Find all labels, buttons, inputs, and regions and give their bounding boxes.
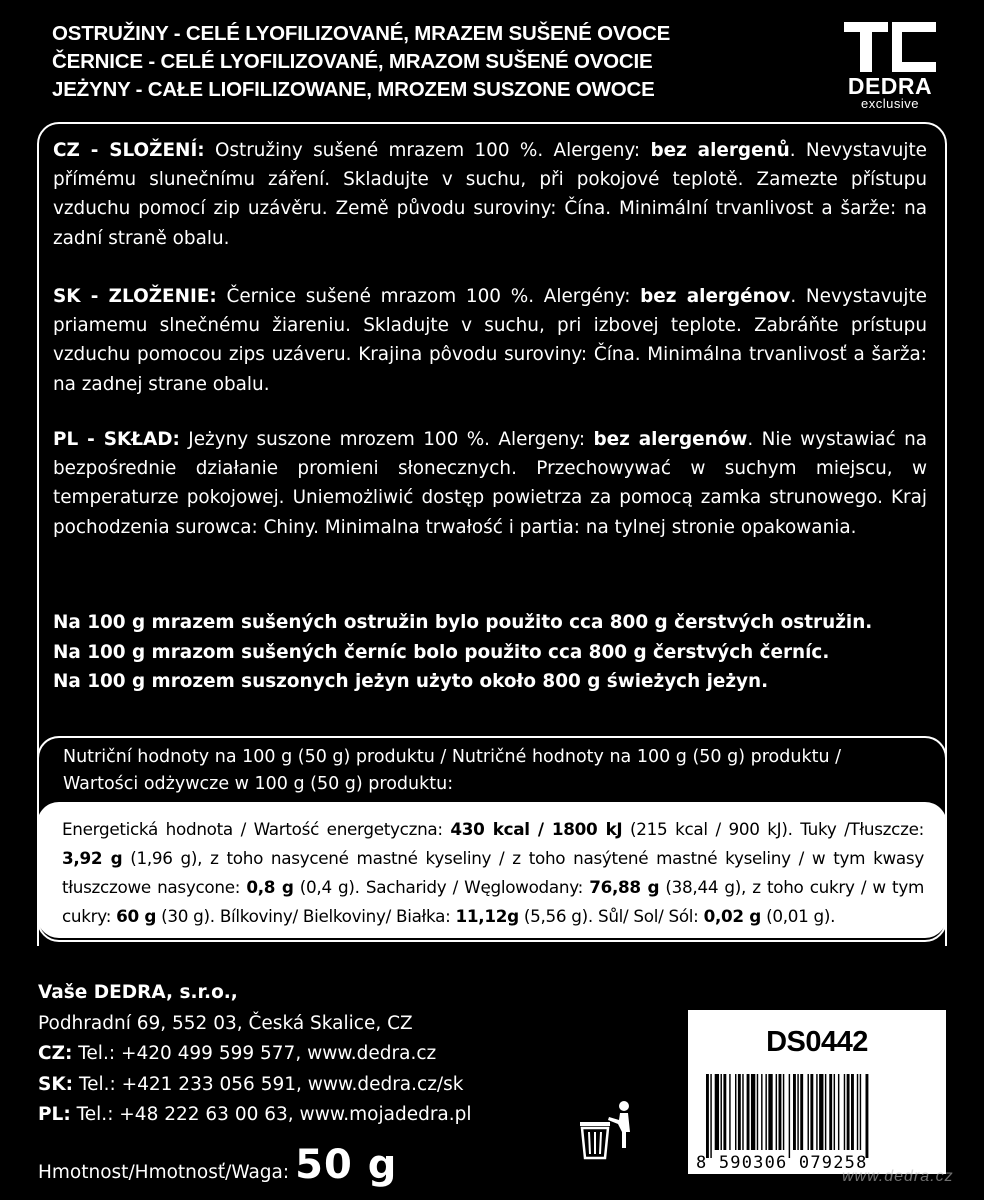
barcode-bar [866,1074,869,1158]
composition-sk [53,282,927,399]
composition-cz-text2: . Nevystavujte přímému slunečnímu záření. Skladujte v suchu, při pokojové teplotě. Zamezte přístupu vzduchu pomocí zip uzávěru. Země původu suroviny: Čína. Minimální trvanlivost a šarže: na zadní straně obalu. [53,140,927,249]
barcode-bar [816,1074,817,1150]
composition-pl-text1: Jeżyny suszone mrozem 100 %. Alergeny: [179,429,594,450]
barcode-bar [851,1074,854,1150]
nutrition-heading-line1: Nutriční hodnoty na 100 g (50 g) produktu / Nutričné hodnoty na 100 g (50 g) produktu / [63,747,841,767]
composition-pl-text2: . Nie wystawiać na bezpośrednie działanie promieni słonecznych. Przechowywać w suchym miejscu, w temperaturze pokojowej. Uniemożliwić dostęp powietrza za pomocą zamka strunowego. Kraj pochodzenia surowca: Chiny. Minimalna trwałość i partia: na tylnej stronie opakowania. [53,429,927,538]
contact-pl-country: PL: [38,1104,71,1125]
barcode-bar [765,1074,766,1150]
contact-pl-text: Tel.: +48 222 63 00 63, www.mojadedra.pl [70,1104,472,1125]
composition-cz-label: CZ - SLOŽENÍ: [53,140,205,161]
composition-cz [53,136,927,253]
barcode-bar [747,1074,750,1150]
barcode-bar [819,1074,823,1150]
barcode-bar [729,1074,730,1150]
company-address: Podhradní 69, 552 03, Česká Skalice, CZ [38,1012,413,1034]
weight-label: Hmotnost/Hmotnosť/Waga: [38,1162,290,1183]
barcode-bar [706,1074,709,1158]
contact-cz-text: Tel.: +420 499 599 577, www.dedra.cz [72,1043,437,1064]
barcode-bar [825,1074,826,1150]
barcode-bar [860,1074,861,1150]
saturated-fat-rest: (0,4 g). Sacharidy / Węglowodany: [293,877,590,897]
barcode-bar [776,1074,777,1150]
composition-sk-label: SK - ZLOŽENIE: [53,286,217,307]
barcode-bar [710,1074,711,1158]
barcode-bar [789,1074,790,1158]
weight-value: 50 g [295,1142,398,1188]
composition-sk-allergen: bez alergénov [640,286,791,307]
contact-sk [38,1070,658,1101]
nutrition-heading-line2: Wartości odżywcze w 100 g (50 g) produktu: [63,774,454,794]
logo-brand-text: DEDRA [847,73,933,99]
contact-cz [38,1039,658,1070]
barcode-bar [834,1074,835,1150]
composition-pl-label: PL - SKŁAD: [53,429,180,450]
barcode-bar [735,1074,736,1150]
net-weight [38,1142,397,1192]
salt-rest: (0,01 g). [761,906,836,926]
composition-pl-allergen: bez alergenów [593,429,748,450]
fat-value: 3,92 g [62,848,123,868]
watermark: www.dedra.cz [842,1168,954,1185]
barcode-bar [723,1074,726,1150]
barcode-bar [838,1074,839,1150]
barcode-bar [751,1074,755,1150]
tc-logo-icon [840,18,940,74]
title-line-pl: JEŻYNY - CAŁE LIOFILIZOWANE, MROZEM SUSZONE OWOCE [52,78,655,101]
title-line-cz: OSTRUŽINY - CELÉ LYOFILIZOVANÉ, MRAZEM SUŠENÉ OVOCE [52,22,671,45]
dedra-logo [840,18,946,114]
barcode-bar [808,1074,809,1150]
barcode-bar [857,1074,858,1150]
barcode-bar [793,1074,796,1150]
fresh-ratio-pl: Na 100 g mrozem suszonych jeżyn użyto około 800 g świeżych jeżyn. [53,671,769,692]
trash-bin-icon [578,1098,638,1160]
barcode-bar [800,1074,803,1150]
barcode-bar [761,1074,762,1150]
company-name: Vaše DEDRA, s.r.o., [38,982,238,1003]
salt-value: 0,02 g [703,906,762,926]
barcode-label [688,1010,946,1174]
contact-cz-country: CZ: [38,1043,73,1064]
nutrition-values [62,815,924,931]
company-info [38,978,658,1131]
composition-pl [53,425,927,542]
carbohydrate-rest: (38,44 g), z toho cukry / w tym cukry: [62,877,924,926]
contact-sk-text: Tel.: +421 233 056 591, www.dedra.cz/sk [73,1073,464,1095]
barcode-bar [768,1074,772,1150]
protein-value: 11,12g [455,906,519,926]
barcode-bar [847,1074,850,1150]
sugar-rest: (30 g). Bílkoviny/ Bielkoviny/ Białka: [156,906,456,926]
composition-sk-text1: Černice sušené mrazom 100 %. Alergény: [216,286,641,307]
barcode-bar [738,1074,741,1150]
barcode-bar [797,1074,798,1150]
product-code: DS0442 [766,1026,868,1058]
fat-rest: (1,96 g), z toho nasycené mastné kyseliny / z toho nasýtené mastné kyseliny / w tym kwasy tłuszczowe nasycone: [62,848,924,897]
energy-rest: (215 kcal / 900 kJ). Tuky /Tłuszcze: [622,819,924,839]
logo-sub-text: exclusive [861,96,919,111]
composition-cz-allergen: bez alergenů [650,140,790,161]
barcode-bar [779,1074,782,1150]
product-title-block [52,20,812,104]
barcode-bar [810,1074,813,1150]
fresh-ratio-block [53,608,933,697]
barcode-bar [757,1074,758,1150]
contact-pl [38,1100,658,1131]
fresh-ratio-cz: Na 100 g mrazem sušených ostružin bylo použito cca 800 g čerstvých ostružin. [53,612,873,633]
ean-number: 8 590306 079258 [696,1153,868,1173]
barcode-bar [829,1074,832,1150]
barcode-bar [783,1074,784,1150]
barcode-bar [742,1074,743,1150]
nutrition-heading [63,744,933,798]
saturated-fat-value: 0,8 g [246,877,294,897]
composition-cz-text1: Ostružiny sušené mrazem 100 %. Alergeny: [204,140,651,161]
protein-rest: (5,56 g). Sůl/ Sol/ Sól: [518,906,704,926]
barcode-bar [715,1074,719,1150]
sugar-value: 60 g [116,906,157,926]
carbohydrate-value: 76,88 g [589,877,660,897]
fresh-ratio-sk: Na 100 g mrazom sušených černíc bolo použito cca 800 g čerstvých černíc. [53,641,830,663]
contact-sk-country: SK: [38,1073,74,1095]
energy-value: 430 kcal / 1800 kJ [450,819,623,839]
barcode-bar [721,1074,722,1150]
composition-sk-text2: . Nevystavujte priamemu slnečnému žiareniu. Skladujte v suchu, pri izbovej teplote. Zabráňte prístupu vzduchu pomocou zips uzáveru. Krajina pôvodu suroviny: Čína. Minimálna trvanlivosť a šarža: na zadnej strane obalu. [53,286,927,395]
title-line-sk: ČERNICE - CELÉ LYOFILIZOVANÉ, MRAZOM SUŠENÉ OVOCIE [52,50,653,73]
energy-label: Energetická hodnota / Wartość energetyczna: [62,819,451,839]
barcode-bar [844,1074,845,1150]
barcode-icon [702,1074,932,1158]
